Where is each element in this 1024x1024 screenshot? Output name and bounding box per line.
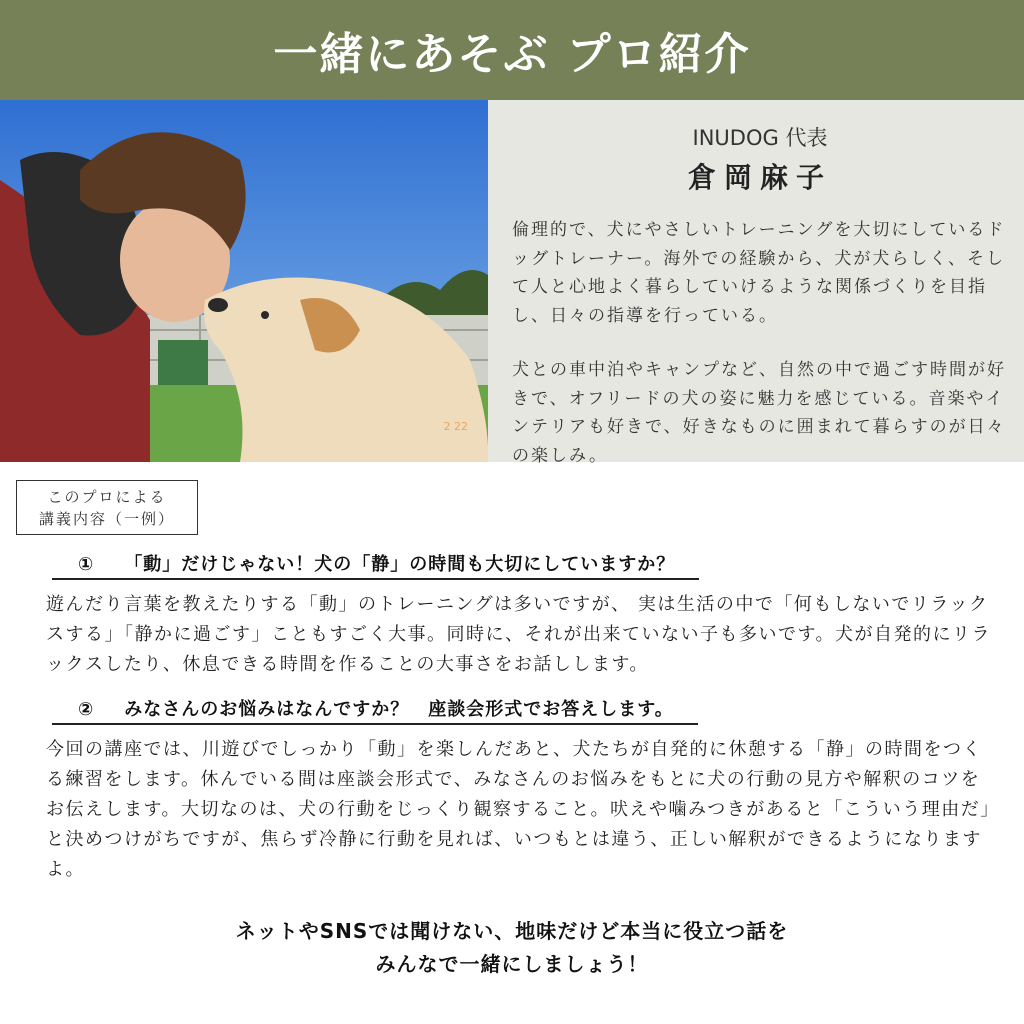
closing-message: [0, 915, 1024, 981]
dog-eye: [261, 311, 269, 319]
profile-bio-paragraph: 犬との車中泊やキャンプなど、自然の中で過ごす時間が好きで、オフリードの犬の姿に魅力を感じている。音楽やインテリアも好きで、好きなものに囲まれて暮らすのが日々の楽しみ。: [512, 360, 1006, 466]
profile-bio: [512, 216, 1008, 470]
topic-heading-2: [52, 695, 698, 725]
topic-title: 「動」だけじゃない！犬の「静」の時間も大切にしていますか？: [124, 554, 676, 575]
closing-line1: ネットやSNSでは聞けない、地味だけど本当に役立つ話を: [235, 919, 789, 943]
closing-line2: みんなで一緒にしましょう！: [375, 952, 649, 976]
profile-name: 倉岡麻子: [687, 161, 832, 194]
topic-body-2: 今回の講座では、川遊びでしっかり「動」を楽しんだあと、犬たちが自発的に休憩する「静」の時間をつくる練習をします。休んでいる間は座談会形式で、みなさんのお悩みをもとに犬の行動の見方や解釈のコツをお伝えします。大切なのは、犬の行動をじっくり観察すること。吠えや噛みつきがあると「こういう理由だ」と決めつけがちですが、焦らず冷静に行動を見れば、いつもとは違う、正しい解釈ができるようになりますよ。: [46, 739, 991, 880]
topic-number: ①: [78, 554, 95, 575]
profile-org: INUDOG 代表: [692, 126, 828, 150]
topic-body-1: 遊んだり言葉を教えたりする「動」のトレーニングは多いですが、 実は生活の中で「何もしないでリラックスする」「静かに過ごす」こともすごく大事。同時に、それが出来ていない子も多いです。犬が自発的にリラックスしたり、休息できる時間を作ることの大事さをお話しします。: [46, 594, 992, 675]
lecture-label-box: [16, 480, 198, 535]
profile-bio-paragraph: 倫理的で、犬にやさしいトレーニングを大切にしているドッグトレーナー。海外での経験から、犬が犬らしく、そして人と心地よく暮らしていけるような関係づくりを目指し、日々の指導を行っている。: [512, 220, 1006, 326]
green-shed: [158, 340, 208, 392]
header-banner: [0, 0, 1024, 100]
topic-number: ②: [78, 699, 95, 720]
profile-photo: [0, 100, 488, 462]
profile-panel: [488, 100, 1024, 466]
page-title: 一緒にあそぶ プロ紹介: [273, 29, 751, 80]
lecture-label-line1: このプロによる: [47, 487, 167, 506]
topic-title: みなさんのお悩みはなんですか？ 座談会形式でお答えします。: [124, 699, 674, 720]
lecture-label-line2: 講義内容（一例）: [38, 509, 175, 528]
dog-nose: [208, 298, 228, 312]
topic-heading-1: [52, 550, 699, 580]
photo-date-stamp: 2 22: [443, 420, 468, 433]
